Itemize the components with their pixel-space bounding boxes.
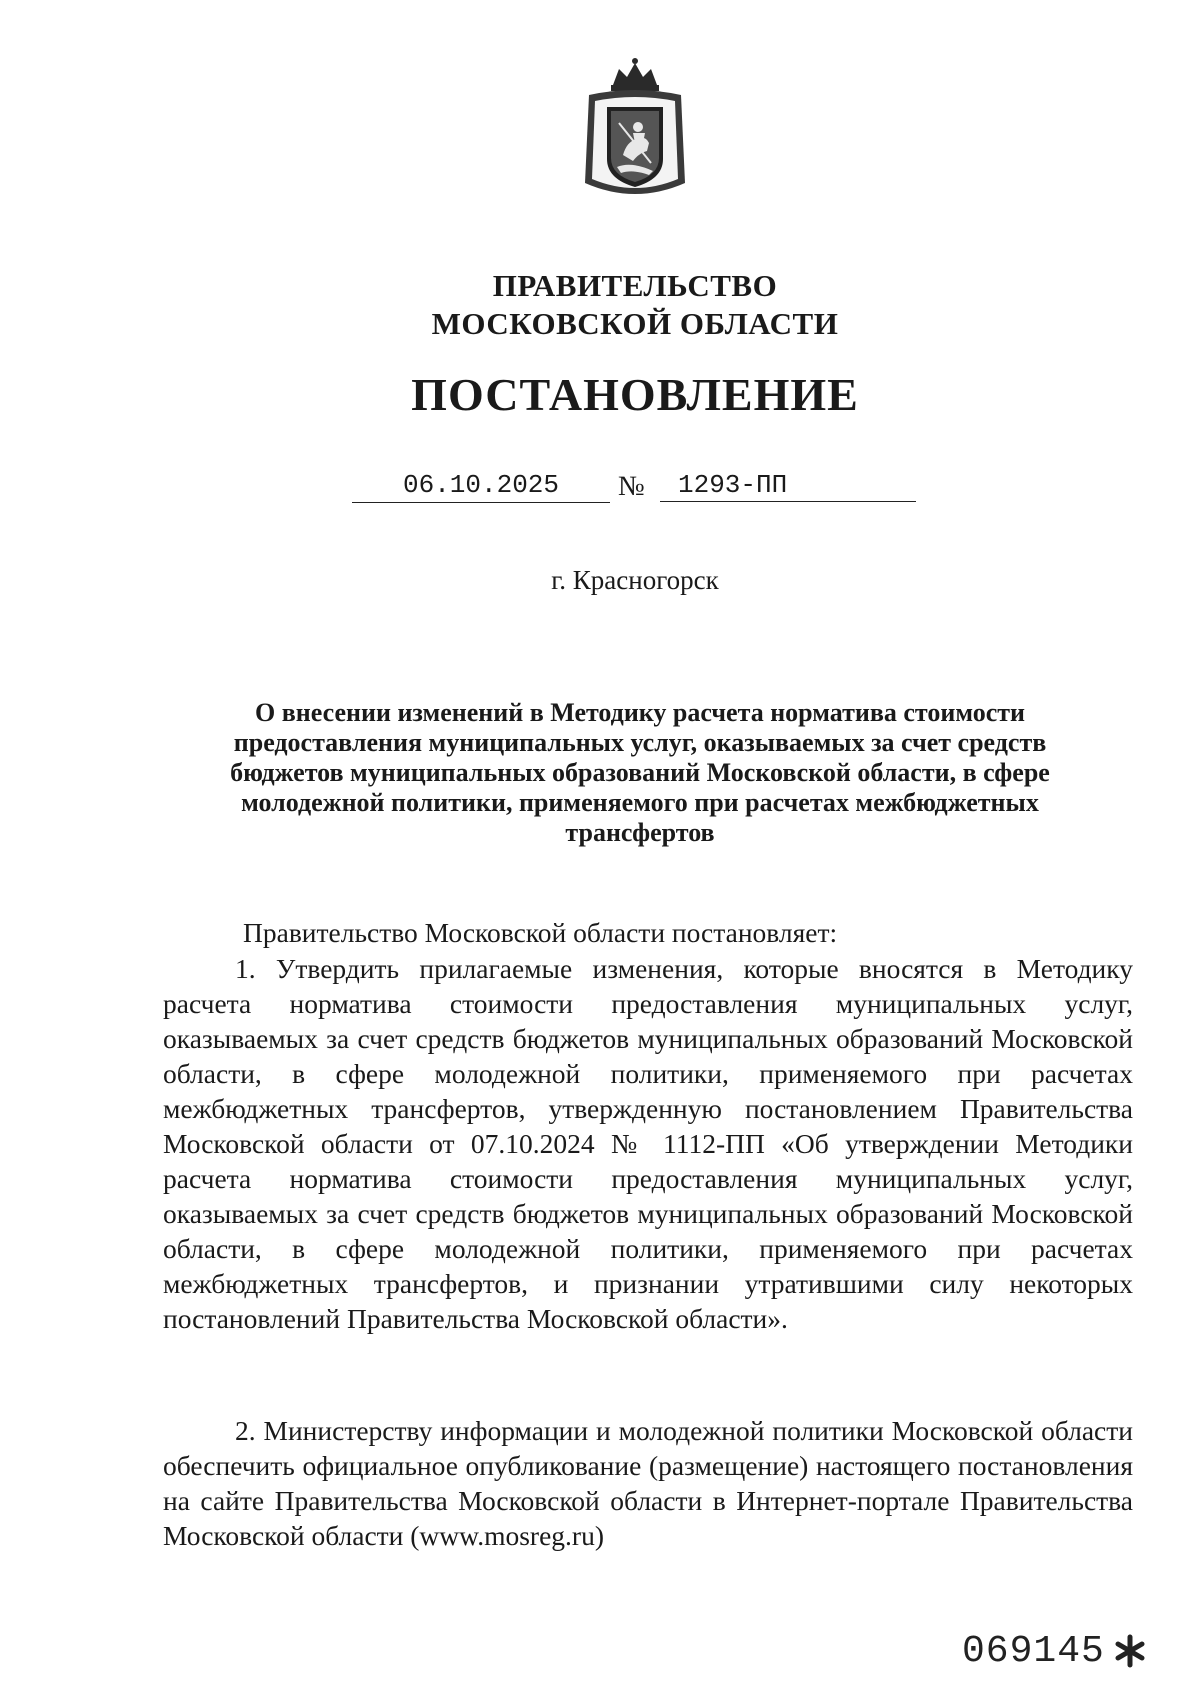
government-title-line2: МОСКОВСКОЙ ОБЛАСТИ <box>431 306 839 341</box>
document-type: ПОСТАНОВЛЕНИЕ <box>411 369 859 420</box>
government-title-line1: ПРАВИТЕЛЬСТВО <box>492 268 778 303</box>
decree-date: 06.10.2025 <box>352 468 610 503</box>
paragraph-1: 1. Утвердить прилагаемые изменения, которые вносятся в Методику расчета норматива стоимости предоставления муниципальных услуг, оказываемых за счет средств бюджетов муниципальных образований Московской области, в сфере молодежной политики, применяемого при расчетах межбюджетных трансфертов, утвержденную постановлением Правительства Московской области от 07.10.2024 № 1112-ПП «Об утверждении Методики расчета норматива стоимости предоставления муниципальных услуг, оказываемых за счет средств бюджетов муниципальных образований Московской области, в сфере молодежной политики, применяемого при расчетах межбюджетных трансфертов, и признании утратившими силу некоторых постановлений Правительства Московской области». <box>163 953 1133 1334</box>
decree-subject: О внесении изменений в Методику расчета норматива стоимости предоставления муниципальных услуг, оказываемых за счет средств бюджетов муниципальных образований Московской области, в сфере молодежной политики, применяемого при расчетах межбюджетных трансфертов <box>230 698 1050 847</box>
intro-line: Правительство Московской области постановляет: <box>243 917 838 948</box>
coat-of-arms-icon <box>575 55 695 215</box>
city-of-issue: г. Красногорск <box>551 565 719 595</box>
decree-number: 1293-ПП <box>660 468 916 502</box>
asterisk-icon <box>1112 1633 1148 1669</box>
paragraph-2: 2. Министерству информации и молодежной политики Московской области обеспечить официальное опубликование (размещение) настоящего постановления на сайте Правительства Московской области в Интернет-портале Правительства Московской области (www.mosreg.ru) <box>163 1415 1133 1551</box>
serial-number: 069145 <box>962 1630 1105 1673</box>
number-sign: № <box>618 471 645 502</box>
